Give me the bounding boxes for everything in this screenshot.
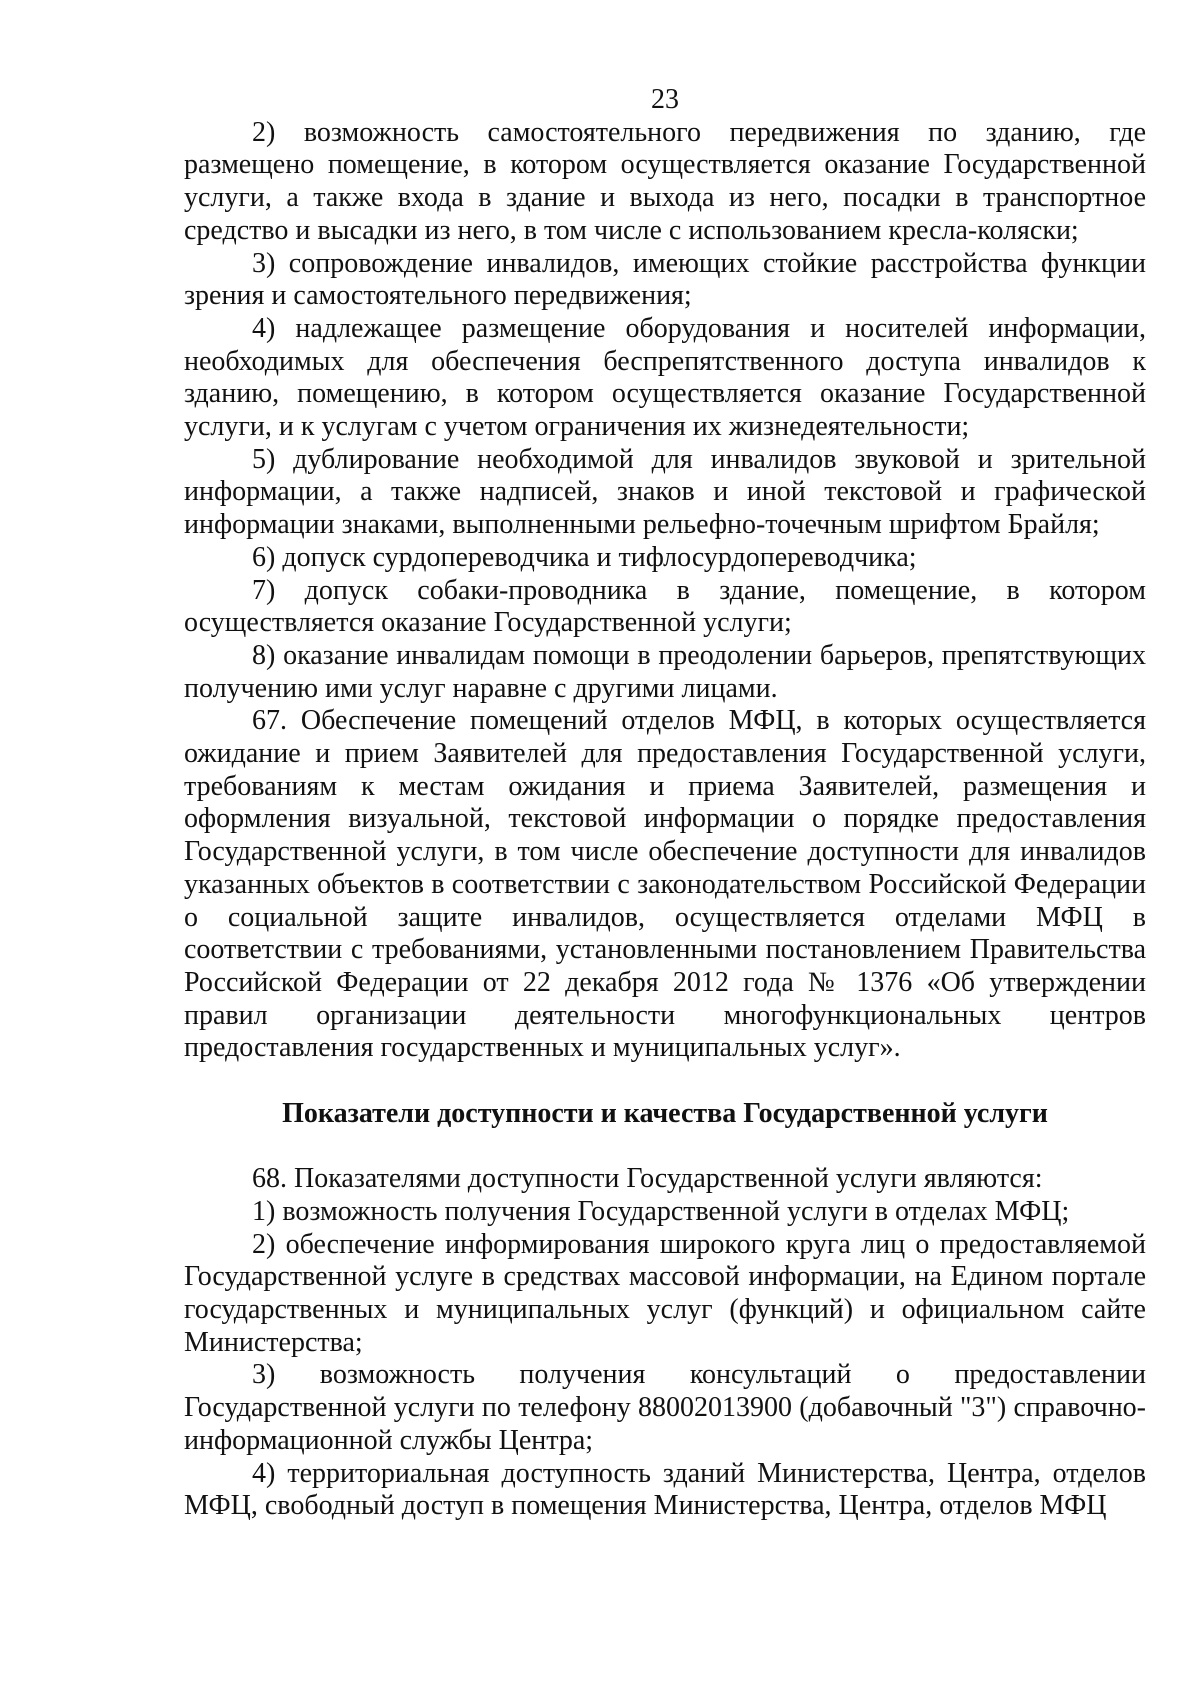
paragraph-68: 68. Показателями доступности Государственной услуги являются:: [252, 1163, 1043, 1195]
paragraph-item-3: 3) сопровождение инвалидов, имеющих стойкие расстройства функции зрения и самостоятельного передвижения;: [184, 247, 1146, 312]
section-heading: Показатели доступности и качества Государственной услуги: [282, 1097, 1048, 1129]
paragraph-67: 67. Обеспечение помещений отделов МФЦ, в которых осуществляется ожидание и прием Заявителей для предоставления Государственной услуги, требованиям к местам ожидания и приема Заявителей, размещения и оформления визуальной, текстовой информации о порядке предоставления Государственной услуги, в том числе обеспечение доступности для инвалидов указанных объектов в соответствии с законодательством Российской Федерации о социальной защите инвалидов, осуществляется отделами МФЦ в соответствии с требованиями, установленными постановлением Правительства Российской Федерации от 22 декабря 2012 года № 1376 «Об утверждении правил организации деятельности многофункциональных центров предоставления государственных и муниципальных услуг».: [184, 705, 1146, 1064]
paragraph-item-7: 7) допуск собаки-проводника в здание, помещение, в котором осуществляется оказание Государственной услуги;: [184, 574, 1146, 639]
spacer: [184, 1130, 1146, 1163]
page-number: 23: [651, 84, 679, 115]
paragraph-item-2: 2) возможность самостоятельного передвижения по зданию, где размещено помещение, в котором осуществляется оказание Государственной услуги, а также входа в здание и выхода из него, посадки в транспортное средство и высадки из него, в том числе с использованием кресла-коляски;: [184, 116, 1146, 246]
paragraph-item-6: 6) допуск сурдопереводчика и тифлосурдопереводчика;: [252, 541, 917, 573]
document-page: [184, 84, 1146, 1523]
spacer: [184, 1065, 1146, 1098]
paragraph-68-item-4: 4) территориальная доступность зданий Министерства, Центра, отделов МФЦ, свободный доступ в помещения Министерства, Центра, отделов МФЦ: [184, 1457, 1146, 1522]
paragraph-68-item-1: 1) возможность получения Государственной услуги в отделах МФЦ;: [252, 1195, 1070, 1227]
paragraph-68-item-3: 3) возможность получения консультаций о предоставлении Государственной услуги по телефону 88002013900 (добавочный "3") справочно-информационной службы Центра;: [184, 1359, 1146, 1456]
paragraph-item-4: 4) надлежащее размещение оборудования и носителей информации, необходимых для обеспечения беспрепятственного доступа инвалидов к зданию, помещению, в котором осуществляется оказание Государственной услуги, и к услугам с учетом ограничения их жизнедеятельности;: [184, 312, 1146, 443]
paragraph-item-8: 8) оказание инвалидам помощи в преодолении барьеров, препятствующих получению ими услуг наравне с другими лицами.: [184, 639, 1146, 704]
paragraph-item-5: 5) дублирование необходимой для инвалидов звуковой и зрительной информации, а также надписей, знаков и иной текстовой и графической информации знаками, выполненными рельефно-точечным шрифтом Брайля;: [184, 443, 1146, 541]
paragraph-68-item-2: 2) обеспечение информирования широкого круга лиц о предоставляемой Государственной услуге в средствах массовой информации, на Едином портале государственных и муниципальных услуг (функций) и официальном сайте Министерства;: [184, 1228, 1146, 1358]
